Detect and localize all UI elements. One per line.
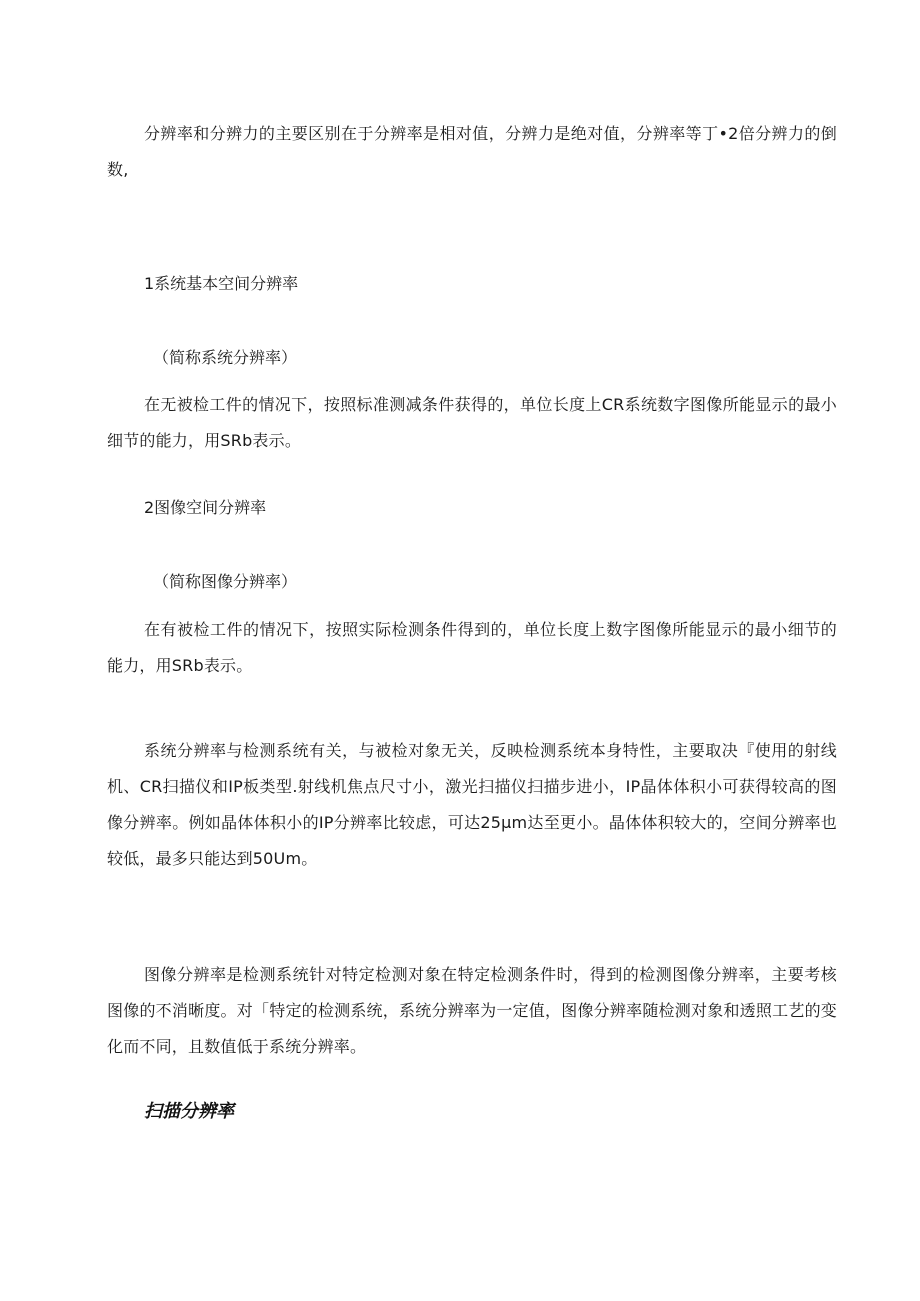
section-1-heading: 1系统基本空间分辨率 bbox=[144, 274, 299, 293]
section-1-body: 在无被检工件的情况下，按照标准测减条件获得的，单位长度上CR系统数字图像所能显示的最小细节的能力，用SRb表示。 bbox=[107, 395, 837, 450]
intro-paragraph: 分辨率和分辨力的主要区别在于分辨率是相对值，分辨力是绝对值，分辨率等丁•2倍分辨力的倒数, bbox=[107, 124, 837, 179]
scan-resolution-heading: 扫描分辨率 bbox=[144, 1101, 234, 1122]
section-2-subheading: （简称图像分辨率） bbox=[153, 572, 298, 591]
system-resolution-paragraph: 系统分辨率与检测系统有关，与被检对象无关，反映检测系统本身特性，主要取决『使用的射线机、CR扫描仪和IP板类型.射线机焦点尺寸小，激光扫描仪扫描步进小，IP晶体体积小可获得较高的图像分辨率。例如晶体体积小的IP分辨率比较虑，可达25μm达至更小。晶体体积较大的，空间分辨率也较低，最多只能达到50Um。 bbox=[107, 741, 837, 868]
section-2-heading: 2图像空间分辨率 bbox=[144, 498, 267, 517]
section-2-body: 在有被检工件的情况下，按照实际检测条件得到的，单位长度上数字图像所能显示的最小细节的能力，用SRb表示。 bbox=[107, 620, 837, 675]
section-1-subheading: （简称系统分辨率） bbox=[153, 348, 298, 367]
image-resolution-paragraph: 图像分辨率是检测系统针对特定检测对象在特定检测条件时，得到的检测图像分辨率，主要考核图像的不消晰度。对「特定的检测系统，系统分辨率为一定值，图像分辨率随检测对象和透照工艺的变化而不同，且数值低于系统分辨率。 bbox=[107, 965, 837, 1056]
